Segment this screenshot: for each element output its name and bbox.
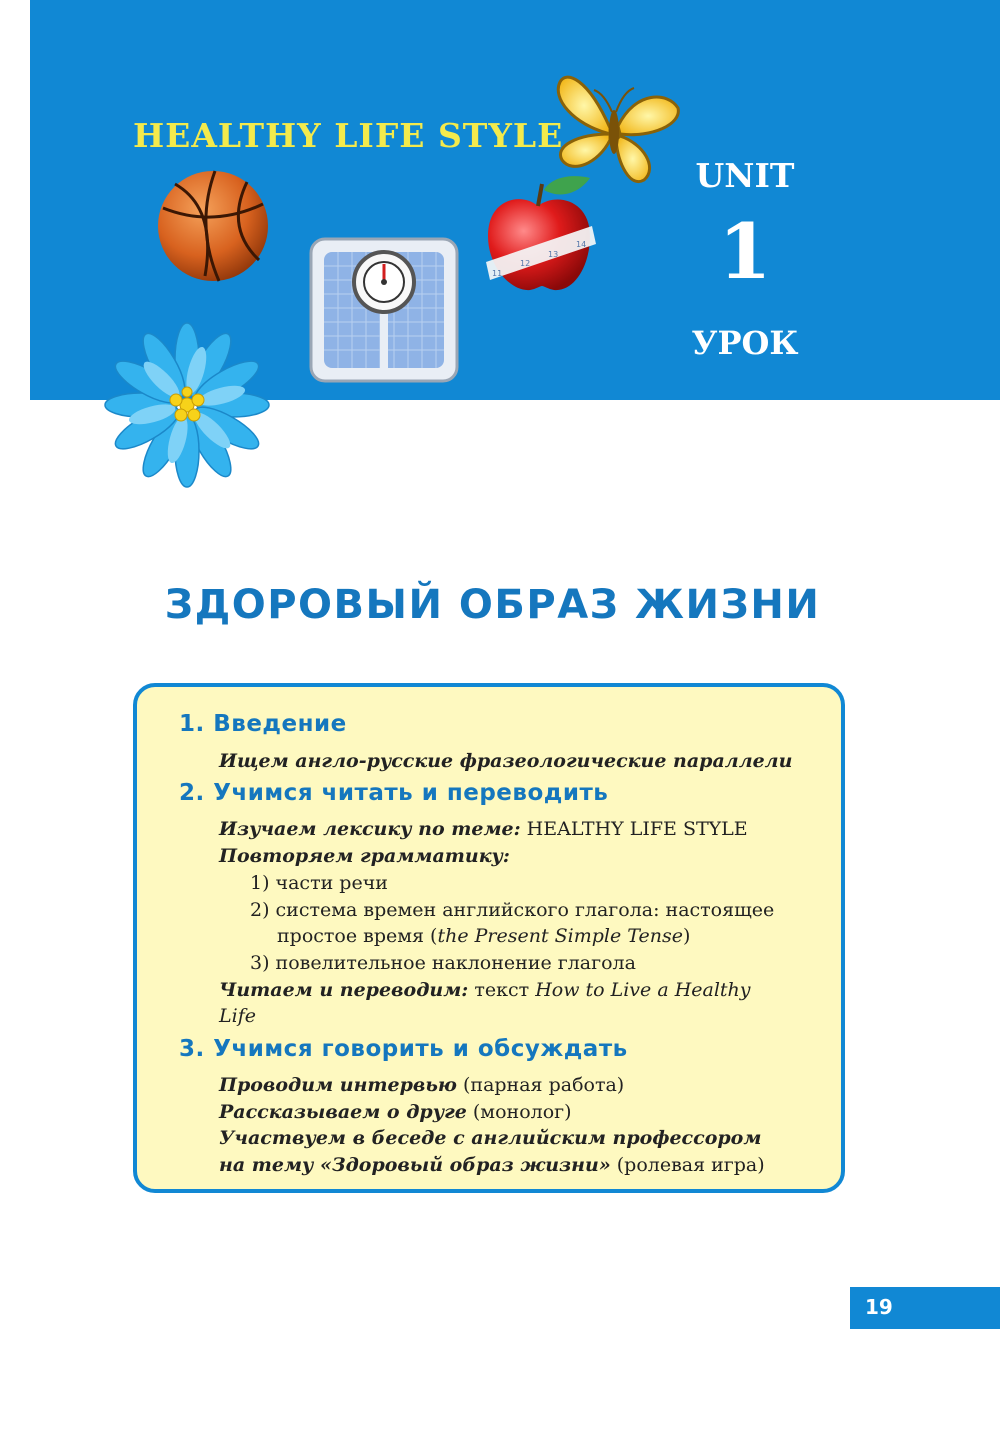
section-title-speaking: 3. Учимся говорить и обсуждать — [179, 1036, 628, 1062]
lesson-contents-box — [133, 683, 845, 1193]
contents-line: Участвуем в беседе с английским профессором — [219, 1127, 762, 1149]
contents-line: Повторяем грамматику: — [219, 845, 510, 867]
flower-icon — [104, 322, 270, 488]
contents-line: Life — [219, 1005, 256, 1027]
tape-mark: 11 — [492, 269, 503, 278]
apple-with-tape-icon — [482, 172, 597, 297]
contents-line: Изучаем лексику по теме: HEALTHY LIFE STYLE — [219, 818, 748, 840]
unit-label: UNIT — [695, 156, 795, 195]
unit-number: 1 — [718, 207, 772, 296]
lesson-label: УРОК — [691, 324, 799, 362]
tape-mark: 14 — [576, 240, 587, 249]
contents-line: Читаем и переводим: текст How to Live a Healthy — [219, 979, 751, 1001]
contents-line: на тему «Здоровый образ жизни» (ролевая игра) — [219, 1154, 765, 1176]
contents-line: Рассказываем о друге (монолог) — [219, 1101, 572, 1123]
bathroom-scale-icon — [308, 236, 460, 384]
contents-line: простое время (the Present Simple Tense) — [277, 925, 691, 947]
section-title-reading: 2. Учимся читать и переводить — [179, 780, 609, 806]
contents-line: Проводим интервью (парная работа) — [219, 1074, 625, 1096]
contents-line: 3) повелительное наклонение глагола — [250, 952, 636, 974]
basketball-icon — [155, 168, 271, 284]
contents-line: 2) система времен английского глагола: настоящее — [250, 899, 775, 921]
tape-mark: 13 — [548, 250, 559, 259]
page-title: ЗДОРОВЫЙ ОБРАЗ ЖИЗНИ — [164, 582, 821, 628]
contents-line: 1) части речи — [250, 872, 388, 894]
tape-mark: 12 — [520, 259, 531, 268]
series-title: HEALTHY LIFE STYLE — [133, 116, 564, 155]
page-number: 19 — [865, 1295, 893, 1319]
butterfly-icon — [548, 68, 684, 190]
section-title-introduction: 1. Введение — [179, 711, 347, 737]
contents-line: Ищем англо-русские фразеологические параллели — [219, 750, 793, 772]
page-number-tab — [850, 1287, 1000, 1329]
